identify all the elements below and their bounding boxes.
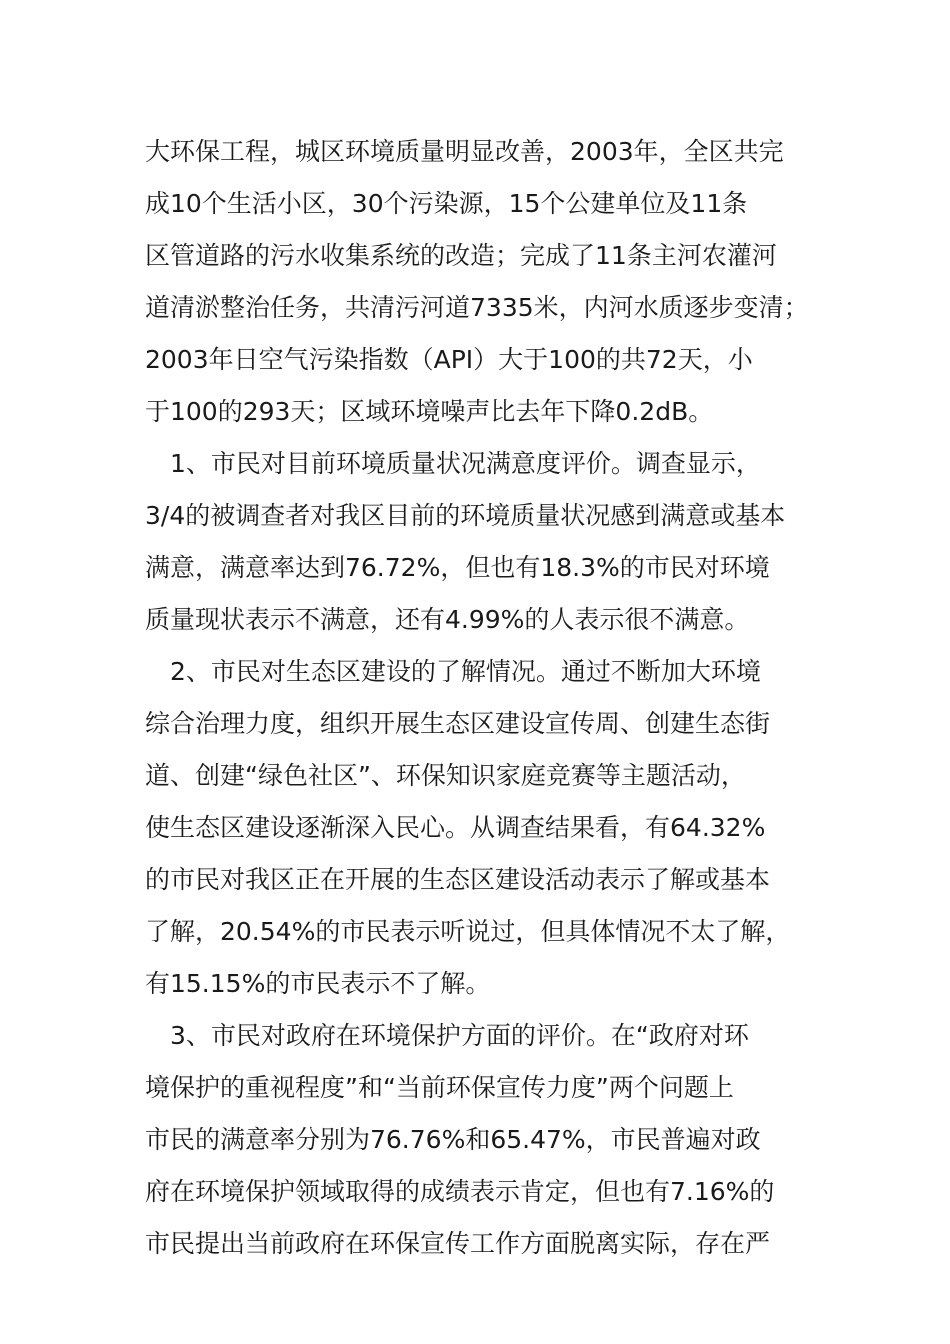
text-line: 成10个生活小区，30个污染源，15个公建单位及11条: [145, 189, 748, 218]
text-line: 府在环境保护领域取得的成绩表示肯定，但也有7.16%的: [145, 1177, 775, 1206]
text-line: 道清淤整治任务，共清污河道7335米，内河水质逐步变清；: [145, 293, 809, 322]
text-line: 于100的293天；区域环境噪声比去年下降0.2dB。: [145, 397, 714, 426]
text-line: 3、市民对政府在环境保护方面的评价。在“政府对环: [145, 1021, 749, 1050]
text-line: 2003年日空气污染指数（API）大于100的共72天，小: [145, 345, 753, 374]
text-line: 市民提出当前政府在环保宣传工作方面脱离实际，存在严: [145, 1229, 771, 1258]
text-line: 的市民对我区正在开展的生态区建设活动表示了解或基本: [145, 865, 771, 894]
text-line: 大环保工程，城区环境质量明显改善，2003年，全区共完: [145, 137, 784, 166]
text-line: 质量现状表示不满意，还有4.99%的人表示很不满意。: [145, 605, 750, 634]
paragraph-government-evaluation: [145, 1010, 817, 1270]
paragraph-eco-district-awareness: [145, 646, 817, 1010]
text-line: 1、市民对目前环境质量状况满意度评价。调查显示，: [145, 449, 761, 478]
text-line: 境保护的重视程度”和“当前环保宣传力度”两个问题上: [145, 1073, 734, 1102]
text-line: 2、市民对生态区建设的了解情况。通过不断加大环境: [145, 657, 761, 686]
text-line: 使生态区建设逐渐深入民心。从调查结果看，有64.32%: [145, 813, 766, 842]
body-text: [145, 126, 817, 1270]
text-line: 道、创建“绿色社区”、环保知识家庭竞赛等主题活动，: [145, 761, 746, 790]
text-line: 了解，20.54%的市民表示听说过，但具体情况不太了解，: [145, 917, 791, 946]
text-line: 市民的满意率分别为76.76%和65.47%，市民普遍对政: [145, 1125, 761, 1154]
text-line: 满意，满意率达到76.72%，但也有18.3%的市民对环境: [145, 553, 770, 582]
text-line: 3/4的被调查者对我区目前的环境质量状况感到满意或基本: [145, 501, 786, 530]
paragraph-satisfaction-evaluation: [145, 438, 817, 646]
text-line: 综合治理力度，组织开展生态区建设宣传周、创建生态街: [145, 709, 771, 738]
text-line: 有15.15%的市民表示不了解。: [145, 969, 491, 998]
text-line: 区管道路的污水收集系统的改造；完成了11条主河农灌河: [145, 241, 777, 270]
paragraph-environment-overview: [145, 126, 817, 438]
